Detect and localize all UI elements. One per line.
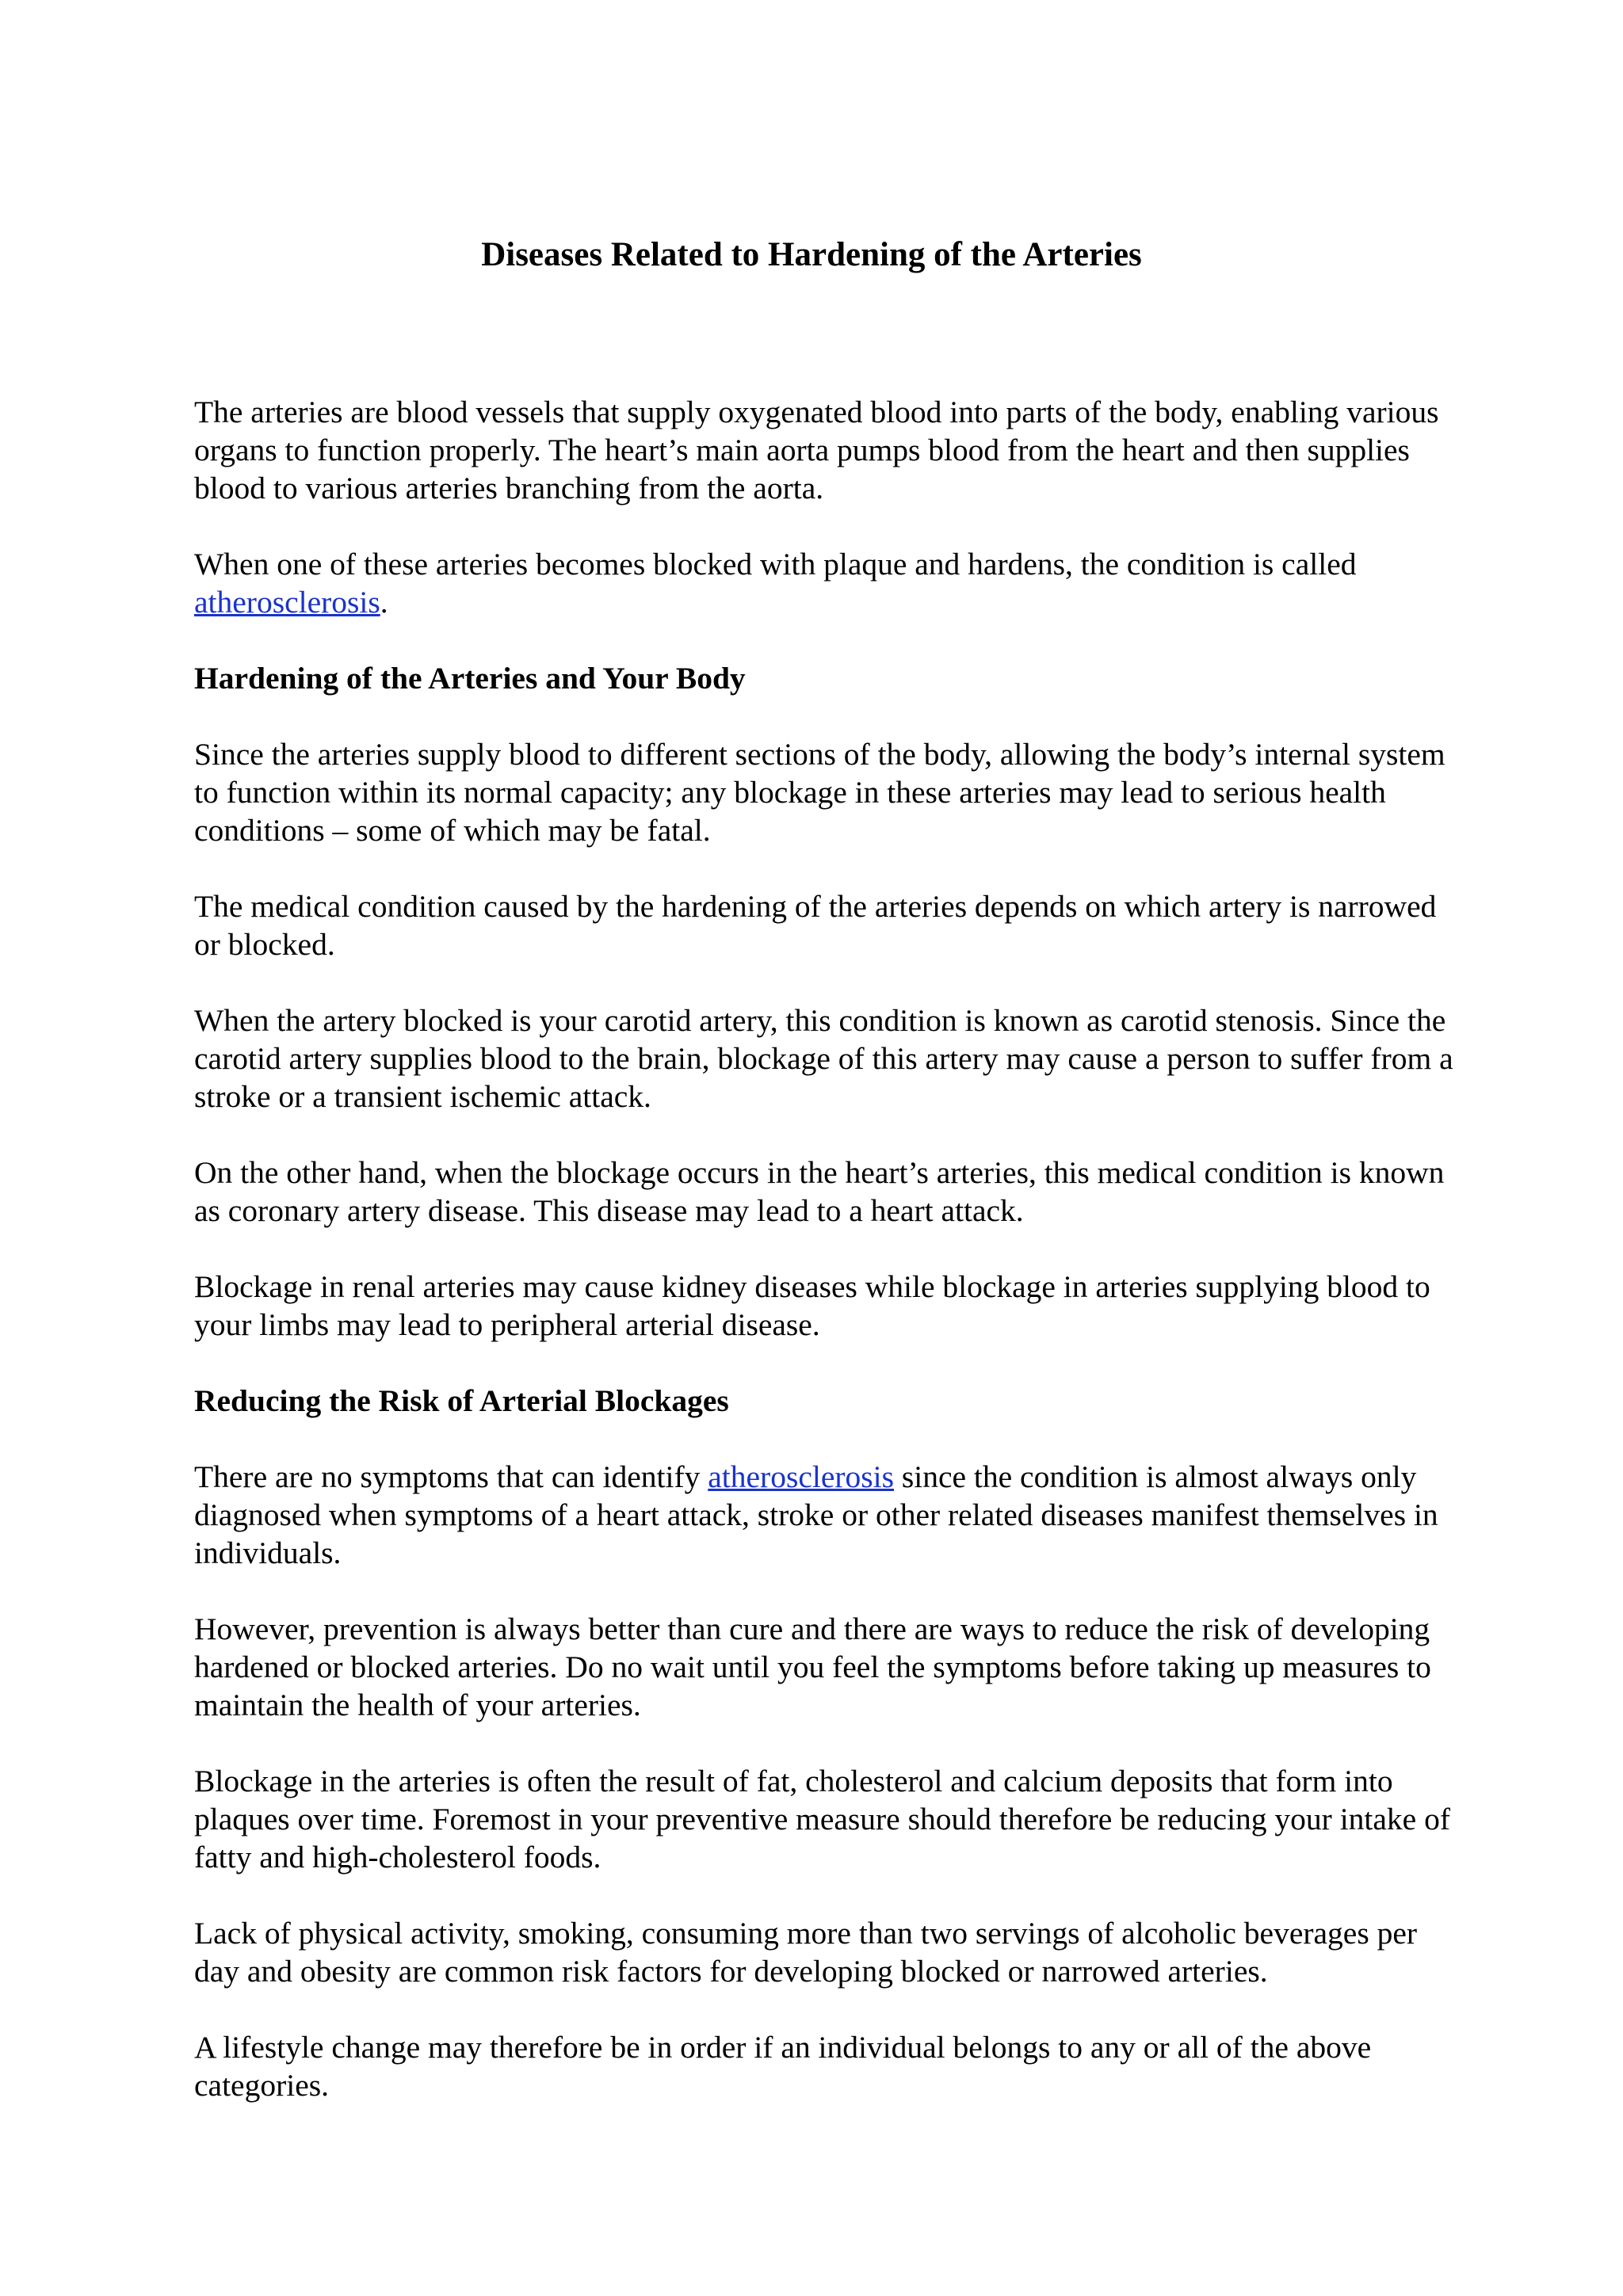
atherosclerosis-link[interactable]: atherosclerosis: [194, 585, 380, 620]
paragraph-carotid-stenosis: When the artery blocked is your carotid artery, this condition is known as carotid stenosis. Since the carotid artery supplies blood to the brain, blockage of this artery may cause a person to suffer from a stroke or a transient ischemic attack.: [194, 1003, 1453, 1114]
atherosclerosis-link[interactable]: atherosclerosis: [708, 1459, 894, 1494]
section-heading-reducing-risk: Reducing the Risk of Arterial Blockages: [194, 1383, 729, 1418]
paragraph-coronary-artery-disease: On the other hand, when the blockage occurs in the heart’s arteries, this medical condition is known as coronary artery disease. This disease may lead to a heart attack.: [194, 1155, 1445, 1228]
paragraph-renal-and-peripheral: Blockage in renal arteries may cause kidney diseases while blockage in arteries supplying blood to your limbs may lead to peripheral arterial disease.: [194, 1269, 1430, 1342]
paragraph-deposits: Blockage in the arteries is often the result of fat, cholesterol and calcium deposits that form into plaques over time. Foremost in your preventive measure should therefore be reducing your intake of fatty and high-cholesterol foods.: [194, 1764, 1450, 1875]
paragraph-risk-factors: Lack of physical activity, smoking, consuming more than two servings of alcoholic beverages per day and obesity are common risk factors for developing blocked or narrowed arteries.: [194, 1916, 1418, 1989]
paragraph-blood-supply: Since the arteries supply blood to different sections of the body, allowing the body’s internal system to function within its normal capacity; any blockage in these arteries may lead to serious health conditions – some of which may be fatal.: [194, 737, 1445, 848]
section-heading-hardening-and-body: Hardening of the Arteries and Your Body: [194, 661, 746, 696]
paragraph-lifestyle-change: A lifestyle change may therefore be in order if an individual belongs to any or all of the above categories.: [194, 2030, 1372, 2103]
document-body: [194, 393, 1462, 2142]
document-title: Diseases Related to Hardening of the Arteries: [481, 236, 1142, 273]
paragraph-intro: The arteries are blood vessels that supply oxygenated blood into parts of the body, enabling various organs to function properly. The heart’s main aorta pumps blood from the heart and then supplies blood to various arteries branching from the aorta.: [194, 395, 1439, 505]
paragraph-text: There are no symptoms that can identify: [194, 1459, 708, 1494]
paragraph-text: When one of these arteries becomes blocked with plaque and hardens, the condition is called: [194, 547, 1357, 582]
paragraph-atherosclerosis-definition: [194, 545, 1462, 621]
paragraph-text: since the condition is almost always only diagnosed when symptoms of a heart attack, stroke or other related diseases manifest themselves in individuals.: [194, 1459, 1438, 1570]
paragraph-prevention: However, prevention is always better than cure and there are ways to reduce the risk of developing hardened or blocked arteries. Do no wait until you feel the symptoms before taking up measures to maintain the health of your arteries.: [194, 1611, 1431, 1722]
paragraph-text: .: [380, 585, 388, 620]
paragraph-no-symptoms: [194, 1458, 1462, 1572]
paragraph-medical-condition: The medical condition caused by the hardening of the arteries depends on which artery is narrowed or blocked.: [194, 889, 1437, 962]
